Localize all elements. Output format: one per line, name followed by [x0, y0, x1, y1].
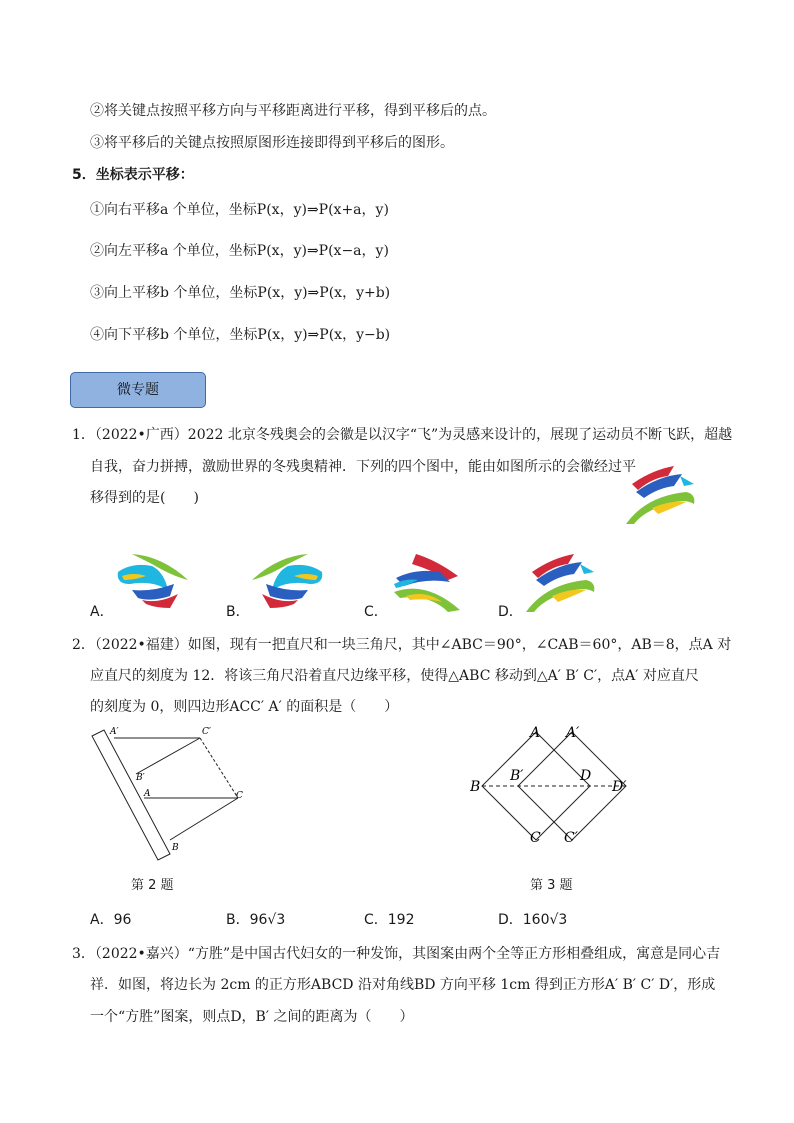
option-b-emblem-icon — [248, 550, 328, 612]
fig3-label-a: A — [530, 725, 541, 741]
q2-line2: 应直尺的刻度为 12．将该三角尺沿着直尺边缘平移，使得△ABC 移动到△A′ B′ C′，点A′ 对应直尺 — [90, 668, 699, 684]
option-d-emblem-icon — [522, 550, 602, 614]
fig3-label-c-prime: C′ — [564, 830, 578, 846]
fig3-label-d: D — [580, 768, 592, 784]
step-2-text: ②将关键点按照平移方向与平移距离进行平移，得到平移后的点。 — [90, 103, 496, 119]
q2-option-b[interactable]: B．96√3 — [226, 912, 286, 928]
fig2-label-b: B — [172, 843, 179, 853]
figure-2-caption: 第 2 题 — [131, 878, 174, 893]
micro-topic-badge: 微专题 — [70, 372, 206, 408]
q2-option-a[interactable]: A．96 — [90, 912, 132, 928]
q1-option-b[interactable]: B． — [226, 604, 250, 620]
fig3-label-b: B — [470, 779, 481, 795]
q2-line1: 2．（2022•福建）如图，现有一把直尺和一块三角尺，其中∠ABC＝90°，∠CAB＝60°，AB＝8，点A 对 — [72, 637, 732, 653]
rule-left: ②向左平移a 个单位，坐标P(x，y)⇒P(x−a，y) — [90, 243, 389, 259]
step-3-text: ③将平移后的关键点按照原图形连接即得到平移后的图形。 — [90, 135, 454, 151]
section-5-title: 5．坐标表示平移： — [72, 167, 194, 183]
rule-right: ①向右平移a 个单位，坐标P(x，y)⇒P(x+a，y) — [90, 202, 389, 218]
fig2-label-a: A — [144, 789, 151, 799]
fig2-label-c: C — [236, 791, 243, 801]
figure-2-ruler-triangle — [88, 722, 268, 862]
q1-line3: 移得到的是( ) — [90, 490, 199, 506]
fig2-label-a-prime: A′ — [110, 727, 119, 737]
q2-option-c[interactable]: C．192 — [364, 912, 415, 928]
fig3-label-b-prime: B′ — [510, 768, 524, 784]
fig2-label-c-prime: C′ — [202, 727, 211, 737]
figure-3-fangsheng — [470, 720, 640, 850]
q1-option-c[interactable]: C． — [364, 604, 388, 620]
q1-line1: 1．（2022•广西）2022 北京冬残奥会的会徽是以汉字“飞”为灵感来设计的，展现了运动员不断飞跃，超越 — [72, 427, 733, 443]
fig3-label-d-prime: D′ — [612, 779, 627, 795]
rule-up: ③向上平移b 个单位，坐标P(x，y)⇒P(x，y+b) — [90, 285, 391, 301]
q2-line3: 的刻度为 0，则四边形ACC′ A′ 的面积是（ ） — [90, 699, 399, 715]
q2-option-d[interactable]: D．160√3 — [498, 912, 568, 928]
q3-line3: 一个“方胜”图案，则点D，B′ 之间的距离为（ ） — [90, 1009, 414, 1025]
emblem-reference-icon — [622, 462, 702, 528]
q3-line1: 3．（2022•嘉兴）“方胜”是中国古代妇女的一种发饰，其图案由两个全等正方形相叠组成，寓意是同心吉 — [72, 946, 721, 962]
q1-option-a[interactable]: A． — [90, 604, 114, 620]
option-a-emblem-icon — [112, 550, 192, 612]
option-c-emblem-icon — [386, 550, 466, 614]
fig3-label-c: C — [530, 830, 541, 846]
q1-option-d[interactable]: D． — [498, 604, 523, 620]
q3-line2: 祥．如图，将边长为 2cm 的正方形ABCD 沿对角线BD 方向平移 1cm 得到正方形A′ B′ C′ D′，形成 — [90, 977, 716, 993]
rule-down: ④向下平移b 个单位，坐标P(x，y)⇒P(x，y−b) — [90, 327, 391, 343]
q1-line2: 自我，奋力拼搏，激励世界的冬残奥精神．下列的四个图中，能由如图所示的会徽经过平 — [90, 459, 636, 475]
figure-3-caption: 第 3 题 — [530, 878, 573, 893]
fig3-label-a-prime: A′ — [566, 725, 580, 741]
fig2-label-b-prime: B′ — [136, 773, 145, 783]
